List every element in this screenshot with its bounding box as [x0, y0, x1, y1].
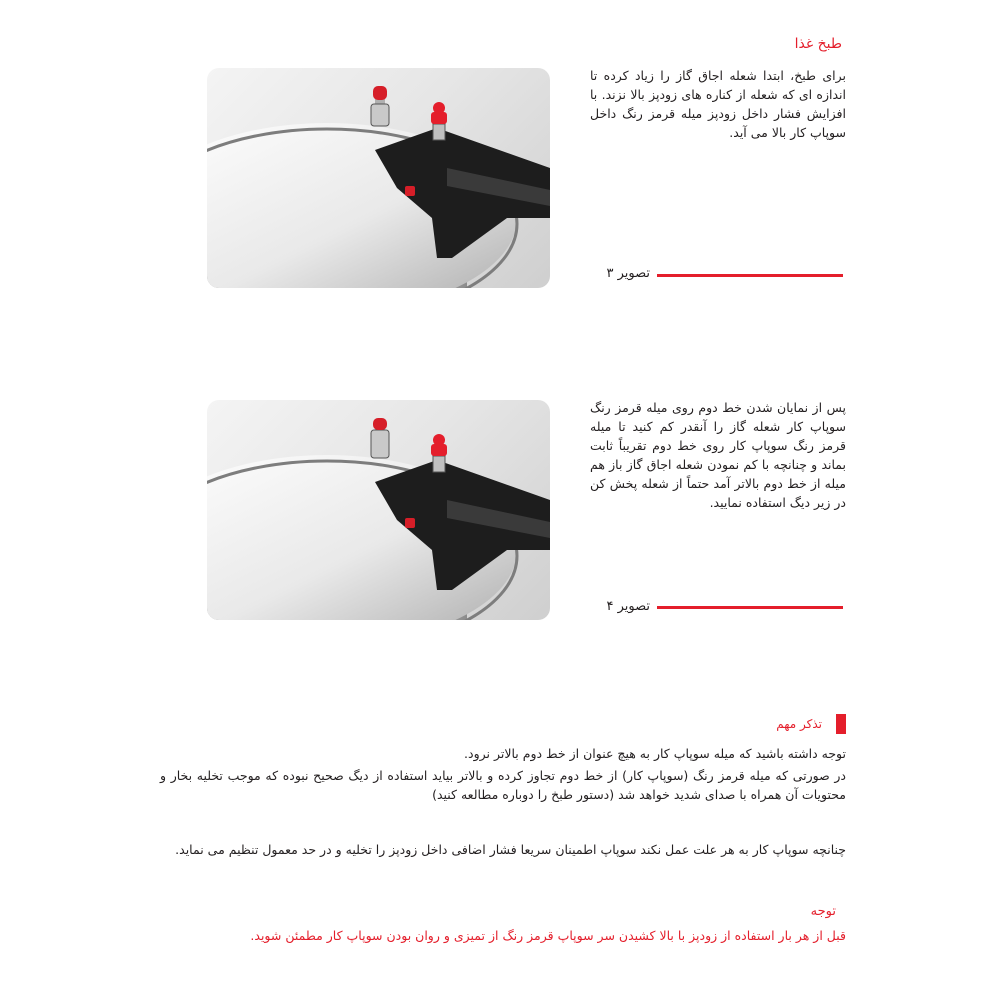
pressure-cooker-photo-4: [207, 400, 550, 620]
notice-paragraph: قبل از هر بار استفاده از زودپز با بالا کشیدن سر سوپاپ قرمز رنگ از تمیزی و روان بودن سوپاپ کار مطمئن شوید.: [250, 928, 846, 943]
pressure-cooker-photo-3: [207, 68, 550, 288]
important-paragraph-1: توجه داشته باشید که میله سوپاپ کار به هیچ عنوان از خط دوم بالاتر نرود.: [464, 746, 846, 761]
second-line-paragraph: پس از نمایان شدن خط دوم روی میله قرمز رنگ سوپاپ کار شعله گاز را آنقدر کم کنید تا میله قرمز رنگ سوپاپ کار روی خط دوم تقریباً ثابت بماند و چنانچه با کم نمودن شعله اجاق گاز باز هم میله از خط دوم بالاتر آمد حتماً از شعله پخش کن در زیر دیگ استفاده نمایید.: [590, 400, 846, 510]
figure-caption-4: تصویر ۴: [606, 599, 650, 614]
caption-divider-4: [657, 606, 843, 609]
section-title-cooking: طبخ غذا: [794, 36, 842, 52]
caption-divider-3: [657, 274, 843, 277]
cooking-paragraph: برای طبخ، ابتدا شعله اجاق گاز را زیاد کرده تا اندازه ای که شعله از کناره های زودپز بالا نزند. با افزایش فشار داخل زودپز میله قرمز رنگ داخل سوپاپ کار بالا می آید.: [590, 68, 846, 140]
important-paragraph-2: در صورتی که میله قرمز رنگ (سوپاپ کار) از خط دوم تجاوز کرده و بالاتر بیاید استفاده از دیگ صحیح نبوده که موجب تخلیه بخار و محتویات آن همراه با صدای شدید خواهد شد (دستور طبخ را دوباره مطالعه کنید): [160, 768, 846, 802]
important-title: تذکر مهم: [776, 717, 822, 731]
important-marker: [836, 714, 846, 734]
important-paragraph-3: چنانچه سوپاپ کار به هر علت عمل نکند سوپاپ اطمینان سریعا فشار اضافی داخل زودپز را تخلیه و در حد معمول تنظیم می نماید.: [175, 842, 846, 857]
notice-title: توجه: [810, 904, 836, 919]
figure-caption-3: تصویر ۳: [606, 266, 650, 281]
